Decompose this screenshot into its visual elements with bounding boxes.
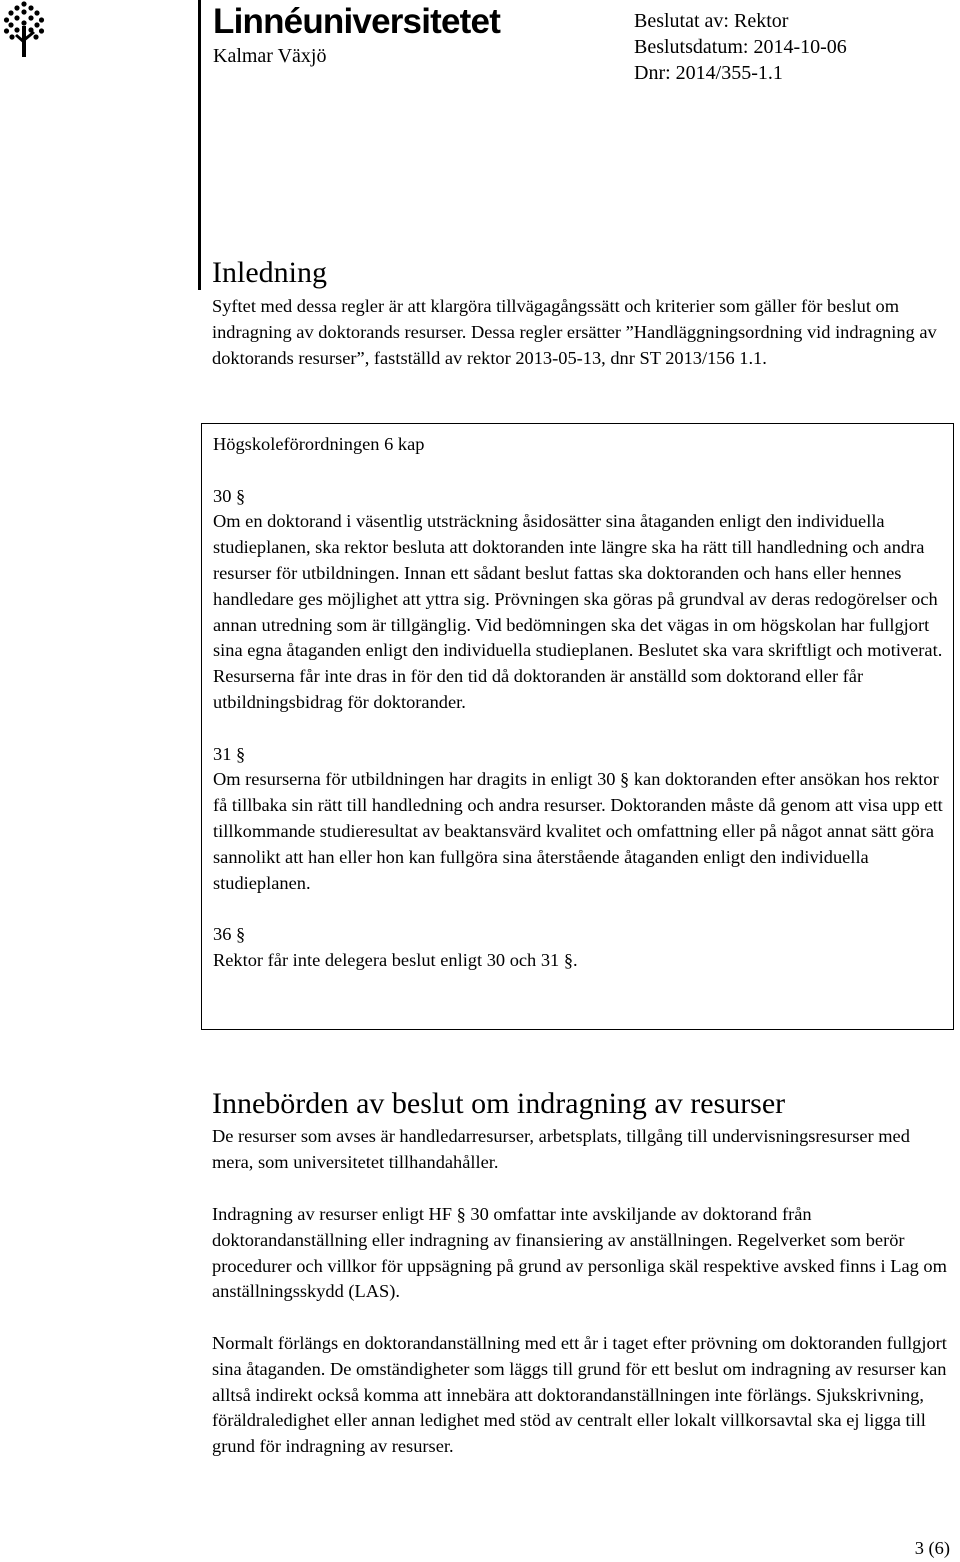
intro-heading: Inledning: [212, 256, 327, 289]
meaning-paragraph-3: [212, 1331, 952, 1460]
meaning-text-2: Indragning av resurser enligt HF § 30 omfattar inte avskiljande av doktorand från doktorandanställning eller indragning av finansiering av anställningen. Regelverket som berör procedurer och villkor för uppsägning på grund av personliga skäl respektive avsked finns i Lag om anställningsskydd (LAS).: [212, 1204, 947, 1302]
registration-number: Dnr: 2014/355-1.1: [634, 62, 783, 84]
intro-paragraph: [212, 294, 947, 371]
section-31-text: Om resurserna för utbildningen har dragits in enligt 30 § kan doktoranden efter ansökan hos rektor få tillbaka sin rätt till handledning och andra resurser. Doktoranden måste då genom att visa upp ett tillkommande studieresultat av beaktansvärd kvalitet och omfattning eller på något annat sätt göra sannolikt att han eller hon kan fullgöra sina återstående åtaganden enligt den individuella studieplanen.: [213, 769, 943, 893]
regulation-title: Högskoleförordningen 6 kap: [213, 434, 425, 454]
meaning-heading: Innebörden av beslut om indragning av resurser: [212, 1087, 786, 1120]
regulation-box: [201, 423, 954, 1030]
intro-text: Syftet med dessa regler är att klargöra tillvägagångssätt och kriterier som gäller för beslut om indragning av doktorands resurser. Dessa regler ersätter ”Handläggningsordning vid indragning av doktorands resurser”, fastställd av rektor 2013-05-13, dnr ST 2013/156 1.1.: [212, 296, 937, 368]
page-number: 3 (6): [914, 1538, 950, 1558]
meaning-paragraph-2: [212, 1202, 952, 1305]
section-31-heading: 31 §: [213, 743, 246, 764]
section-36-text: Rektor får inte delegera beslut enligt 30 och 31 §.: [213, 949, 578, 970]
decision-by: Beslutat av: Rektor: [634, 10, 789, 32]
logo-divider: [198, 0, 201, 290]
meaning-text-3: Normalt förlängs en doktorandanställning med ett år i taget efter prövning om doktoranden fullgjort sina åtaganden. De omständigheter som läggs till grund för ett beslut om indragning av resurser kan alltså indirekt också komma att innebära att doktorandanställningen inte förlängs. Sjukskrivning, föräldraledighet eller annan ledighet med stöd av centralt eller lokalt villkorsavtal ska ej ligga till grund för indragning av resurser.: [212, 1333, 947, 1457]
university-name: Linnéuniversitetet: [213, 2, 501, 41]
university-campuses: Kalmar Växjö: [213, 45, 327, 67]
section-30-text: Om en doktorand i väsentlig utsträckning åsidosätter sina åtaganden enligt den individuella studieplanen, ska rektor besluta att doktoranden inte längre ska ha rätt till handledning och andra resurser för utbildningen. Innan ett sådant beslut fattas ska doktoranden och hans eller hennes handledare ges möjlighet att yttra sig. Prövningen ska göras på grundval av deras redogörelser och annan utredning som är tillgänglig. Vid bedömningen ska det vägas in om högskolan har fullgjort sina egna åtaganden enligt den individuella studieplanen. Beslutet ska vara skriftligt och motiverat. Resurserna får inte dras in för den tid då doktoranden är anställd som doktorand eller får utbildningsbidrag för doktorander.: [213, 511, 943, 712]
meaning-text-1: De resurser som avses är handledarresurser, arbetsplats, tillgång till undervisningsresurser med mera, som universitetet tillhandahåller.: [212, 1126, 910, 1172]
section-30-heading: 30 §: [213, 485, 246, 506]
section-36-heading: 36 §: [213, 924, 246, 945]
decision-date: Beslutsdatum: 2014-10-06: [634, 36, 847, 58]
document-meta: [634, 8, 847, 86]
tree-logo-icon: [3, 0, 45, 58]
meaning-paragraph-1: [212, 1124, 952, 1176]
